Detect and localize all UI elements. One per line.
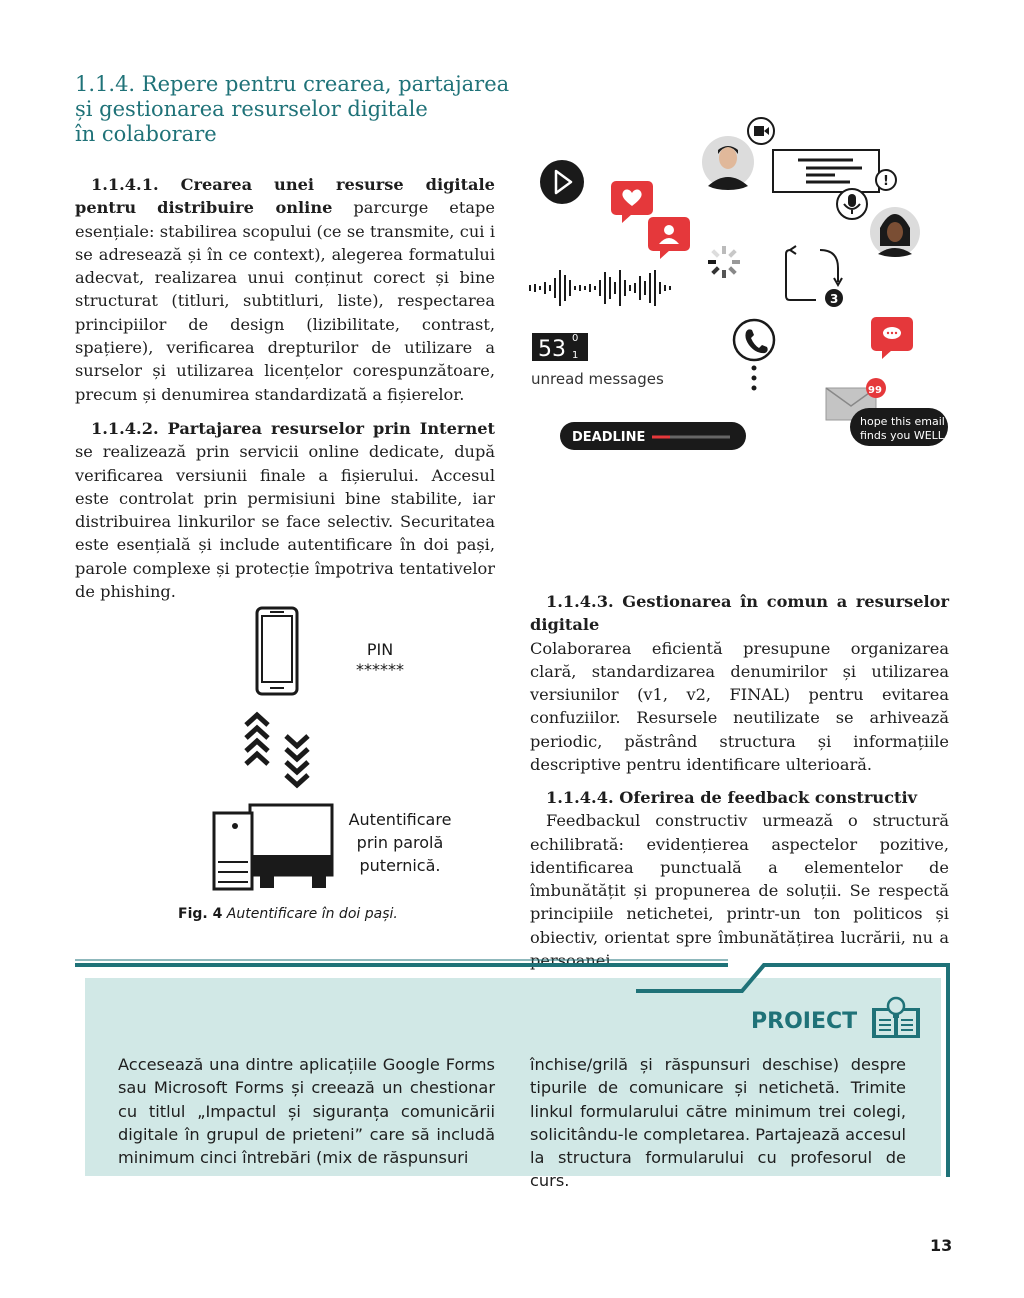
alert-icon	[876, 170, 896, 190]
section-1-title-b: distribuire online	[157, 198, 333, 218]
refresh-loop-icon	[786, 246, 843, 307]
email-bubble	[850, 408, 948, 446]
counter-small-bottom: 1	[572, 350, 579, 361]
heading-line: în colaborare	[75, 122, 217, 146]
section-1-title-a: 1.1.4.1. Crearea unei resurse digitale pentru	[75, 175, 495, 218]
section-4-paragraph	[530, 786, 949, 972]
section-1-body: parcurge etape esențiale: stabilirea scopului (ce se transmite, cui i se adresează și în ce context), alegerea formatului adecvat, realizarea unui conținut corect și bine structurat (titluri, subtitluri, liste), respectarea principiilor de design (lizibilitate, contrast, spațiere), verificarea drepturilor de utilizare a surselor și utilizarea licențelor corespunzătoare, precum și denumirea standardizată a fișierelor.	[75, 198, 495, 404]
project-text-col1: Accesează una dintre aplicațiile Google Forms sau Microsoft Forms și creează un chestionar cu titlul „Impactul și siguranța comunicării digitale în grupul de prieteni” care să includă minimum cinci întrebări (mix de răspunsuri	[118, 1055, 495, 1168]
email-bubble-line2: finds you WELL	[860, 429, 944, 442]
heading-line: 1.1.4. Repere pentru crearea, partajarea	[75, 72, 510, 96]
section-4-title: 1.1.4.4. Oferirea de feedback constructiv	[546, 788, 918, 807]
text-message-box	[773, 150, 879, 192]
section-heading	[75, 72, 515, 147]
book-lightbulb-icon	[870, 996, 922, 1040]
project-text-col2: închise/grilă și răspunsuri deschise) despre tipurile de comunicare și netichetă. Trimite linkul formularului către minimum trei colegi, solicitându-le completarea. Partajează accesul la structura formularului cu profesorul de curs.	[530, 1055, 906, 1191]
section-1-paragraph	[75, 173, 495, 406]
section-3-paragraph	[530, 590, 949, 776]
play-icon	[540, 160, 584, 204]
section-3-body: Colaborarea eficientă presupune organizarea clară, standardizarea denumirilor și utilizarea versiunilor (v1, v2, FINAL) pentru evitarea confuziilor. Resursele neutilizate se arhivează periodic, păstrând structura și informațiile descriptive pentru identificare ulterioară.	[530, 638, 949, 775]
sound-wave-icon	[530, 270, 670, 306]
section-2-paragraph	[75, 417, 495, 603]
chat-bubble-icon	[871, 317, 913, 359]
smartphone-icon	[257, 608, 297, 694]
desktop-computer-icon	[214, 805, 332, 889]
caption-text: Autentificare în doi pași.	[222, 906, 398, 922]
avatar-woman	[870, 207, 920, 257]
badge-count: 99	[868, 385, 882, 396]
counter-small-top: 0	[572, 333, 579, 344]
alert-mark: !	[883, 174, 889, 189]
deadline-label: DEADLINE	[572, 430, 646, 445]
project-label: PROIECT	[751, 1009, 858, 1034]
pin-label-group	[350, 640, 410, 680]
auth-label-group	[340, 808, 460, 877]
pin-mask: ******	[356, 660, 404, 679]
heading-line: și gestionarea resurselor digitale	[75, 97, 428, 121]
pin-label: PIN	[366, 640, 394, 659]
auth-line: puternică.	[359, 856, 441, 875]
loop-count: 3	[830, 292, 839, 306]
video-camera-icon	[748, 118, 774, 144]
microphone-icon	[837, 189, 867, 219]
email-bubble-line1: hope this email	[860, 415, 945, 428]
section-2-body: se realizează prin servicii online dedicate, după verificarea versiunii finale a fișierului. Accesul este controlat prin permisiuni bine stabilite, iar distribuirea linkurilor se face selectiv. Securitatea este esențială și include autentificare în doi pași, parole complexe și protecție împotriva tentativelor de phishing.	[75, 442, 495, 602]
unread-counter	[532, 333, 588, 362]
section-4-body: Feedbackul constructiv urmează o structură echilibrată: evidențierea aspectelor pozitive, identificarea punctuală a elementelor de îmbunătățit și propunerea de soluții. Se respectă principiile netichetei, printr-un ton politicos și obiectiv, orientat spre îmbunătățirea lucrării, nu a persoanei.	[530, 811, 949, 971]
phone-call-icon	[734, 320, 774, 391]
caption-number: Fig. 4	[178, 906, 223, 922]
section-3-title: 1.1.4.3. Gestionarea în comun a resurselor digitale	[530, 592, 949, 635]
counter-digits: 53	[538, 337, 566, 362]
loading-spinner-icon	[708, 246, 740, 278]
figure-caption	[178, 906, 398, 922]
communication-illustration	[520, 110, 960, 460]
auth-line: Autentificare	[348, 810, 452, 829]
unread-label: unread messages	[531, 370, 664, 388]
user-bubble-icon	[648, 217, 690, 259]
avatar-man	[702, 136, 754, 190]
page-number: 13	[930, 1236, 953, 1255]
heart-bubble-icon	[611, 181, 653, 223]
section-2-title: 1.1.4.2. Partajarea resurselor prin Internet	[91, 419, 495, 438]
down-arrows-icon	[286, 736, 308, 785]
auth-line: prin parolă	[356, 833, 444, 852]
deadline-bar	[560, 422, 746, 450]
up-arrows-icon	[246, 715, 268, 764]
